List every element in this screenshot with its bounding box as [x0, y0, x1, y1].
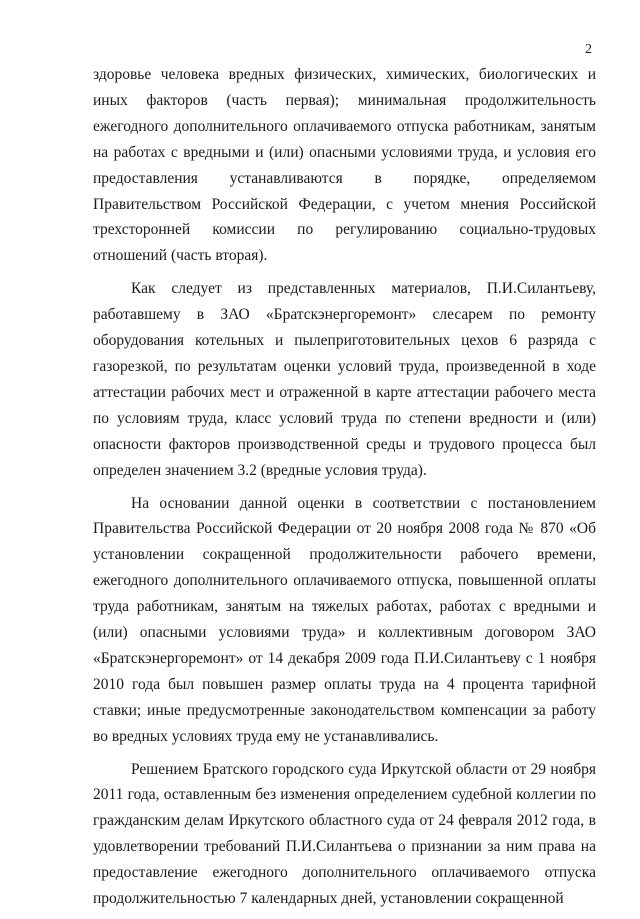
paragraph-3: На основании данной оценки в соответствии с постановлением Правительства Российской Федерации от 20 ноября 2008 года № 870 «Об установлении сокращенной продолжительности рабочего времени, ежегодного дополнительного оплачиваемого отпуска, повышенной оплаты труда работникам, занятым на тяжелых работах, работах с вредными и (или) опасными условиями труда» и коллективным договором ЗАО «Братскэнергоремонт» от 14 декабря 2009 года П.И.Силантьеву с 1 ноября 2010 года был повышен размер оплаты труда на 4 процента тарифной ставки; иные предусмотренные законодательством компенсации за работу во вредных условиях труда ему не устанавливались. [93, 494, 596, 745]
page-number: 2 [585, 42, 592, 57]
document-body [93, 62, 596, 919]
paragraph-1: здоровье человека вредных физических, химических, биологических и иных факторов (часть первая); минимальная продолжительность ежегодного дополнительного оплачиваемого отпуска работникам, занятым на работах с вредными и (или) опасными условиями труда, и условия его предоставления устанавливаются в порядке, определяемом Правительством Российской Федерации, с учетом мнения Российской трехсторонней комиссии по регулированию социально-трудовых отношений (часть вторая). [93, 66, 596, 265]
paragraph-4: Решением Братского городского суда Иркутской области от 29 ноября 2011 года, оставленным без изменения определением судебной коллегии по гражданским делам Иркутского областного суда от 24 февраля 2012 года, в удовлетворении требований П.И.Силантьева о признании за ним права на предоставление ежегодного дополнительного оплачиваемого отпуска продолжительностью 7 календарных дней, установлении сокращенной [93, 760, 596, 908]
paragraph-2: Как следует из представленных материалов, П.И.Силантьеву, работавшему в ЗАО «Братскэнергоремонт» слесарем по ремонту оборудования котельных и пылеприготовительных цехов 6 разряда с газорезкой, по результатам оценки условий труда, произведенной в ходе аттестации рабочих мест и отраженной в карте аттестации рабочего места по условиям труда, класс условий труда по степени вредности и (или) опасности факторов производственной среды и трудового процесса был определен значением 3.2 (вредные условия труда). [93, 280, 596, 479]
